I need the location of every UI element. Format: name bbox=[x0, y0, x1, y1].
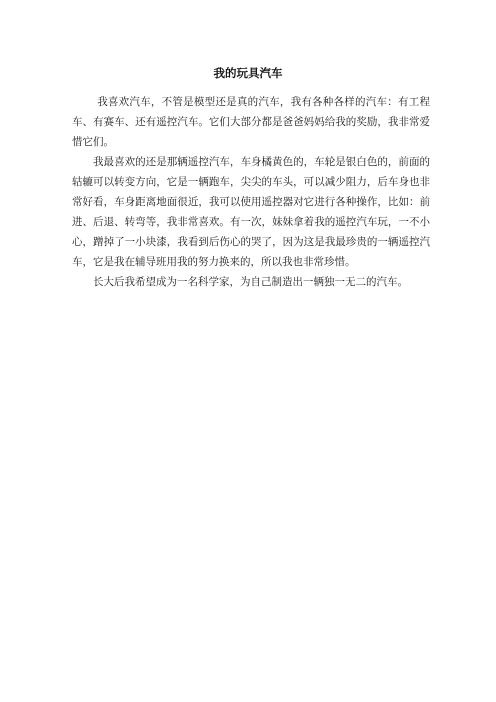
document-title: 我的玩具汽车 bbox=[213, 66, 283, 80]
paragraph: 我最喜欢的还是那辆遥控汽车，车身橘黄色的，车轮是银白色的，前面的轱辘可以转变方向，它是一辆跑车，尖尖的车头，可以减少阻力，后车身也非常好看，车身距离地面很近，我可以使用遥控器对它进行各种操作，比如：前进、后退、转弯等，我非常喜欢。有一次，妹妹拿着我的遥控汽车玩，一不小心，蹭掉了一小块漆，我看到后伤心的哭了，因为这是我最珍贵的一辆遥控汽车，它是我在辅导班用我的努力换来的，所以我也非常珍惜。 bbox=[72, 156, 430, 268]
paragraph: 我喜欢汽车，不管是模型还是真的汽车，我有各种各样的汽车：有工程车、有赛车、还有遥控汽车。它们大部分都是爸爸妈妈给我的奖励，我非常爱惜它们。 bbox=[72, 96, 430, 148]
paragraph: 长大后我希望成为一名科学家，为自己制造出一辆独一无二的汽车。 bbox=[93, 276, 408, 288]
document-body bbox=[72, 92, 430, 292]
